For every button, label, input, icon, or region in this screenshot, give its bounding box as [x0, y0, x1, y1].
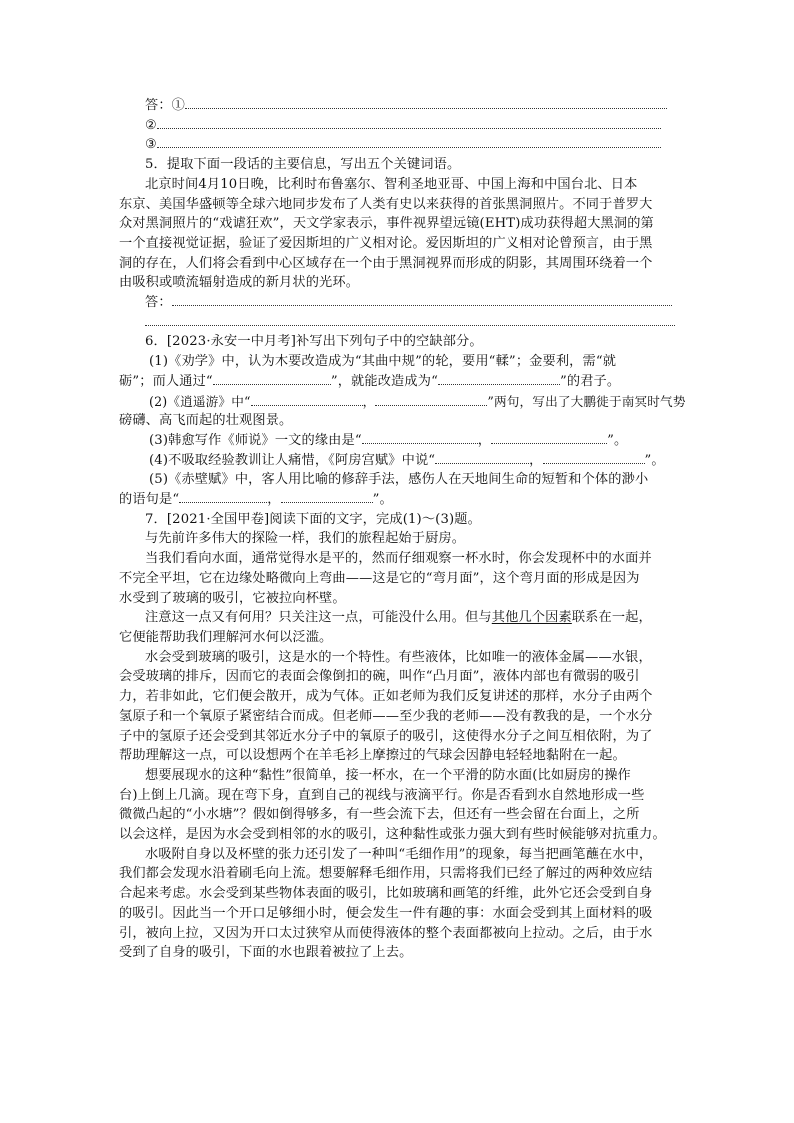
q5-answer-blank-2[interactable]	[145, 313, 675, 326]
q5-answer-line[interactable]	[119, 293, 679, 313]
q7-text: 联系在一起，	[571, 610, 652, 626]
q7-para-2: 当我们看向水面，通常觉得水是平的，然而仔细观察一杯水时，你会发现杯中的水面并	[145, 551, 652, 567]
q5-answer-line-2[interactable]	[119, 313, 679, 333]
q6-text: (3)韩愈写作《师说》一文的缘由是“	[149, 432, 362, 448]
q6-text: ”。	[644, 452, 665, 468]
q6-blank[interactable]	[435, 451, 529, 464]
answer-label-1: 答：①	[145, 98, 186, 113]
q6-text: ，	[267, 492, 281, 508]
q7-para-2: 水受到了玻璃的吸引，它被拉向杯壁。	[119, 590, 346, 606]
q6-blank[interactable]	[438, 372, 560, 385]
q6-text: ”；金要利，需“就	[508, 354, 617, 370]
q6-text: 輮	[495, 354, 509, 370]
q7-para-6: 的吸引。因此当一个开口足够细小时，便会发生一件有趣的事：水面会受到其上面材料的吸	[119, 905, 653, 921]
q6-text: ，	[362, 393, 376, 409]
q6-blank[interactable]	[213, 372, 331, 385]
q5-line: 众对黑洞照片的“戏谑狂欢”，天文学家表示，事件视界望远镜(EHT)成功获得超大黑洞的第	[119, 216, 654, 232]
q6-text: ”，就能改造成为“	[330, 373, 438, 389]
q7-para-3: 它便能帮助我们理解河水何以泛滥。	[119, 629, 333, 645]
q7-para-6: 合起来考虑。水会受到某些物体表面的吸引，比如玻璃和画笔的纤维，此外它还会受到自身	[119, 886, 653, 902]
q5-answer-label: 答：	[145, 295, 172, 311]
q6-text: (2)《逍遥游》中“	[149, 393, 251, 409]
q5-title: 5．提取下面一段话的主要信息，写出五个关键词语。	[145, 157, 461, 173]
q7-para-5: 台)上倒上几滴。现在弯下身，直到自己的视线与液滴平行。你是否看到水自然地形成一些	[119, 787, 645, 803]
q7-para-4: 帮助理解这一点，可以设想两个在羊毛衫上摩擦过的气球会因静电轻轻地黏附在一起。	[119, 748, 626, 764]
q6-item-4	[119, 451, 679, 471]
q5-line: 由吸积或喷流辐射造成的新月状的光环。	[119, 275, 360, 291]
q6-title: 6．[2023·永安一中月考]补写出下列句子中的空缺部分。	[145, 334, 483, 350]
q7-para-6: 我们都会发现水沿着刷毛向上流。想要解释毛细作用，只需将我们已经了解过的两种效应结	[119, 866, 653, 882]
q6-text: ，	[477, 432, 492, 448]
q7-para-6: 受到了自身的吸引，下面的水也跟着被拉了上去。	[119, 945, 413, 961]
answer-blank-1[interactable]	[185, 96, 667, 109]
q5-line: 北京时间4月10日晚，比利时布鲁塞尔、智利圣地亚哥、中国上海和中国台北、日本	[145, 176, 638, 192]
q7-para-2: 不完全平坦，它在边缘处略微向上弯曲——这是它的“弯月面”，这个弯月面的形成是因为	[119, 570, 640, 586]
q7-para-4: 子中的氢原子还会受到其邻近水分子中的氧原子的吸引，这使得水分子之间互相依附，为了	[119, 728, 653, 744]
q7-para-5: 微微凸起的“小水塘”？假如倒得够多，有一些会流下去，但还有一些会留在台面上，之所	[119, 807, 640, 823]
q6-item-2-cont: 磅礴、高飞而起的壮观图景。	[119, 413, 293, 429]
q7-para-5: 想要展现水的这种“黏性”很简单，接一杯水，在一个平滑的防水面(比如厨房的操作	[145, 767, 631, 783]
q7-para-5: 以会这样，是因为水会受到相邻的水的吸引，这种黏性或张力强大到有些时候能够对抗重力。	[119, 827, 666, 843]
q6-blank[interactable]	[362, 431, 478, 444]
q5-line: 一个直接视觉证据，验证了爱因斯坦的广义相对论。爱因斯坦的广义相对论曾预言，由于黑	[119, 235, 653, 251]
answer-label-2: ②	[145, 117, 157, 133]
answer-blank-3[interactable]	[157, 135, 661, 148]
q7-para-6: 引，被向上拉，又因为开口太过狭窄从而使得液体的整个表面都被向上拉动。之后，由于水	[119, 925, 653, 941]
q6-text: ”。	[372, 492, 393, 508]
q6-item-3	[119, 431, 679, 451]
answer-line-1[interactable]	[119, 96, 679, 116]
q6-blank[interactable]	[281, 490, 373, 503]
answer-blank-2[interactable]	[157, 116, 661, 129]
q6-blank[interactable]	[491, 431, 607, 444]
q6-text: ”的君子。	[559, 373, 621, 389]
q7-para-3	[119, 608, 679, 628]
q7-title: 7．[2021·全国甲卷]阅读下面的文字，完成(1)～(3)题。	[145, 511, 481, 527]
q6-text: 砺”；而人通过“	[119, 373, 213, 389]
q7-underlined-phrase: 其他几个因素	[491, 610, 572, 626]
q6-text: ，	[529, 452, 543, 468]
q6-text: ”两句，写出了大鹏徙于南冥时气势	[487, 393, 686, 409]
document-page	[119, 96, 686, 963]
q6-blank[interactable]	[251, 393, 363, 406]
q6-blank[interactable]	[543, 451, 645, 464]
answer-line-3[interactable]	[119, 135, 679, 155]
answer-label-3: ③	[145, 137, 157, 153]
q6-blank[interactable]	[375, 393, 487, 406]
q7-para-4: 水会受到玻璃的吸引，这是水的一个特性。有些液体，比如唯一的液体金属——水银，	[145, 649, 652, 665]
q7-text: 注意这一点又有何用？只关注这一点，可能没什么用。但与	[145, 610, 492, 626]
q5-line: 洞的存在，人们将会看到中心区域存在一个由于黑洞视界而形成的阴影，其周围环绕着一个	[119, 255, 653, 271]
q6-item-2	[119, 392, 686, 412]
q5-line: 东京、美国华盛顿等全球六地同步发布了人类有史以来获得的首张黑洞照片。不同于普罗大	[119, 196, 653, 212]
q6-item-5-cont	[119, 490, 679, 510]
q6-blank[interactable]	[179, 490, 267, 503]
q6-text: ”。	[607, 432, 628, 448]
q7-para-1: 与先前许多伟大的探险一样，我们的旅程起始于厨房。	[145, 531, 466, 547]
q6-text: 的语句是“	[119, 492, 180, 508]
q6-item-5: (5)《赤壁赋》中，客人用比喻的修辞手法，感伤人在天地间生命的短暂和个体的渺小	[149, 472, 649, 488]
q7-para-4: 力，若非如此，它们便会散开，成为气体。正如老师为我们反复讲述的那样，水分子由两个	[119, 689, 653, 705]
answer-line-2[interactable]	[119, 116, 679, 136]
q6-text: (4)不吸取经验教训让人痛惜，《阿房宫赋》中说“	[149, 452, 436, 468]
q7-para-4: 氢原子和一个氧原子紧密结合而成。但老师——至少我的老师——没有教我的是，一个水分	[119, 708, 653, 724]
q7-para-4: 会受玻璃的排斥，因而它的表面会像倒扣的碗，叫作“凸月面”，液体内部也有微弱的吸引	[119, 669, 640, 685]
q7-para-6: 水吸附自身以及杯壁的张力还引发了一种叫“毛细作用”的现象，每当把画笔蘸在水中，	[145, 846, 653, 862]
q6-item-1	[119, 352, 679, 372]
q6-item-1-cont	[119, 372, 679, 392]
q6-text: (1)《劝学》中，认为木要改造成为“其曲中规”的轮，要用“	[149, 354, 496, 370]
q5-answer-blank[interactable]	[172, 293, 672, 306]
